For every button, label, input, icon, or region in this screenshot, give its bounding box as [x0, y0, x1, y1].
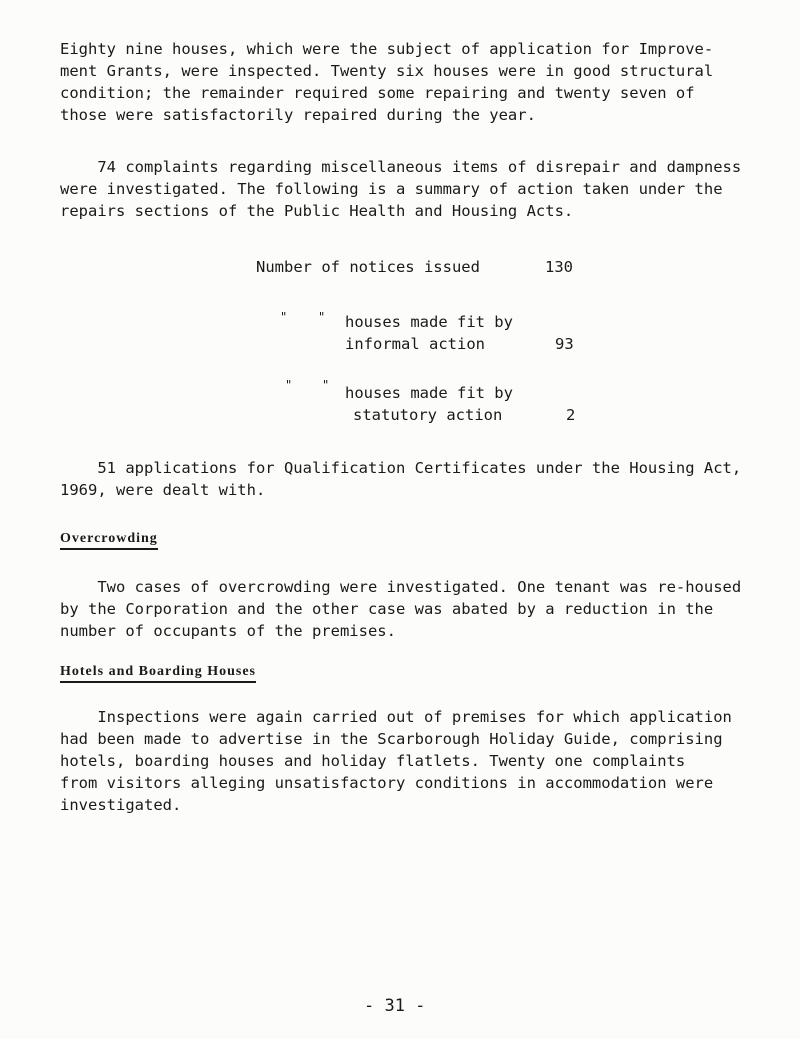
text-line: ment Grants, were inspected. Twenty six houses were in good structural	[60, 62, 714, 80]
text-line: were investigated. The following is a summary of action taken under the	[60, 180, 723, 198]
informal-action-label: informal action	[345, 335, 485, 353]
ditto-mark: "	[322, 378, 330, 392]
text-line: hotels, boarding houses and holiday flatlets. Twenty one complaints	[60, 752, 686, 770]
text-line: Eighty nine houses, which were the subject of application for Improve-	[60, 40, 714, 58]
paragraph-overcrowding	[60, 576, 760, 642]
page-number: - 31 -	[364, 996, 426, 1016]
statutory-action-label: statutory action	[353, 406, 503, 424]
text-line: those were satisfactorily repaired during the year.	[60, 106, 536, 124]
ditto-mark: "	[280, 310, 288, 324]
text-line: Two cases of overcrowding were investigated. One tenant was re-housed	[60, 578, 742, 596]
notices-issued-label: Number of notices issued	[256, 258, 480, 276]
text-line: repairs sections of the Public Health and Housing Acts.	[60, 202, 574, 220]
text-line: 1969, were dealt with.	[60, 481, 266, 499]
informal-action-label: houses made fit by	[345, 313, 513, 331]
paragraph-complaints	[60, 156, 760, 222]
heading-overcrowding: Overcrowding	[60, 531, 158, 550]
text-line: investigated.	[60, 796, 182, 814]
notices-issued-value: 130	[545, 258, 573, 276]
paragraph-qualification-certificates	[60, 457, 760, 501]
statutory-action-label: houses made fit by	[345, 384, 513, 402]
paragraph-improvement-grants	[60, 38, 760, 126]
text-line: from visitors alleging unsatisfactory conditions in accommodation were	[60, 774, 714, 792]
statutory-action-value: 2	[566, 406, 576, 424]
paragraph-hotels	[60, 706, 760, 816]
text-line: condition; the remainder required some repairing and twenty seven of	[60, 84, 695, 102]
text-line: had been made to advertise in the Scarborough Holiday Guide, comprising	[60, 730, 723, 748]
ditto-mark: "	[318, 310, 326, 324]
text-line: number of occupants of the premises.	[60, 622, 396, 640]
text-line: by the Corporation and the other case was abated by a reduction in the	[60, 600, 714, 618]
text-line: 74 complaints regarding miscellaneous items of disrepair and dampness	[60, 158, 742, 176]
informal-action-value: 93	[555, 335, 574, 353]
text-line: 51 applications for Qualification Certificates under the Housing Act,	[60, 459, 742, 477]
text-line: Inspections were again carried out of premises for which application	[60, 708, 732, 726]
ditto-mark: "	[285, 378, 293, 392]
heading-hotels-boarding-houses: Hotels and Boarding Houses	[60, 664, 256, 683]
